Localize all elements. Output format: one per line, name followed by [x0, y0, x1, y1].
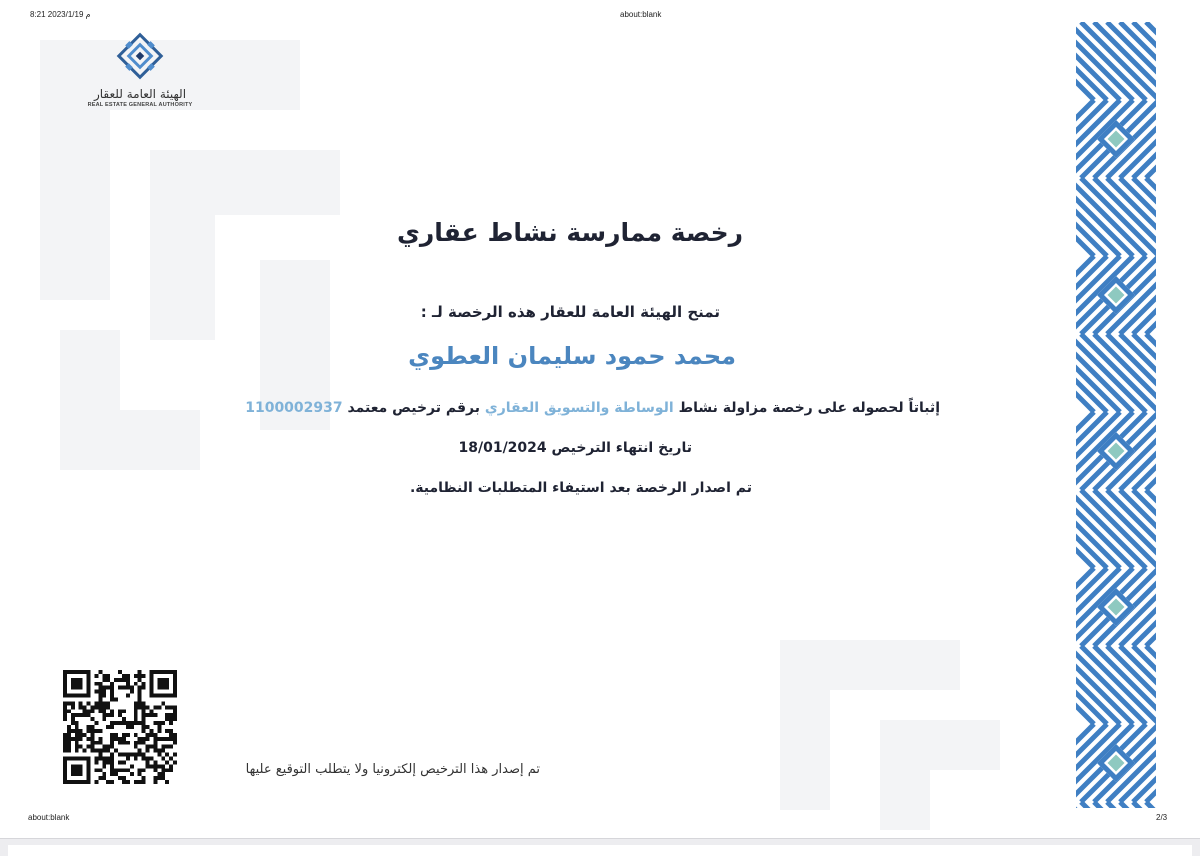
print-header-url: about:blank	[620, 10, 662, 19]
proof-prefix: إثباتاً لحصوله على رخصة مزاولة نشاط	[678, 400, 940, 416]
print-datetime: 8:21 م 2023/1/19	[30, 10, 91, 19]
geometric-pattern-strip	[1076, 22, 1156, 808]
certificate-title: رخصة ممارسة نشاط عقاري	[396, 218, 744, 247]
print-footer-url: about:blank	[28, 813, 70, 822]
qr-code-icon	[63, 670, 177, 784]
expiry-line	[300, 440, 692, 456]
proof-middle: برقم ترخيص معتمد	[347, 400, 481, 416]
grant-line: تمنح الهيئة العامة للعقار هذه الرخصة لـ :	[420, 303, 720, 321]
expiry-date: 18/01/2024	[458, 440, 547, 456]
logo-name-arabic: الهيئة العامة للعقار	[93, 87, 187, 101]
issued-note: تم اصدار الرخصة بعد استيفاء المتطلبات النظامية.	[409, 480, 752, 496]
activity-name: الوساطة والتسويق العقاري	[484, 400, 674, 416]
expiry-label: تاريخ انتهاء الترخيص	[551, 440, 692, 456]
license-number: 1100002937	[245, 400, 343, 416]
rega-logo-icon	[80, 32, 200, 84]
license-holder-name: محمد حمود سليمان العطوي	[408, 342, 736, 370]
next-page-edge	[0, 838, 1200, 856]
print-page-number: 2/3	[1156, 813, 1168, 822]
electronic-issue-note: تم إصدار هذا الترخيص إلكترونيا ولا يتطلب التوقيع عليها	[245, 762, 540, 777]
license-proof-line	[150, 400, 940, 416]
authority-logo	[80, 32, 210, 112]
logo-name-english: REAL ESTATE GENERAL AUTHORITY	[87, 102, 193, 108]
